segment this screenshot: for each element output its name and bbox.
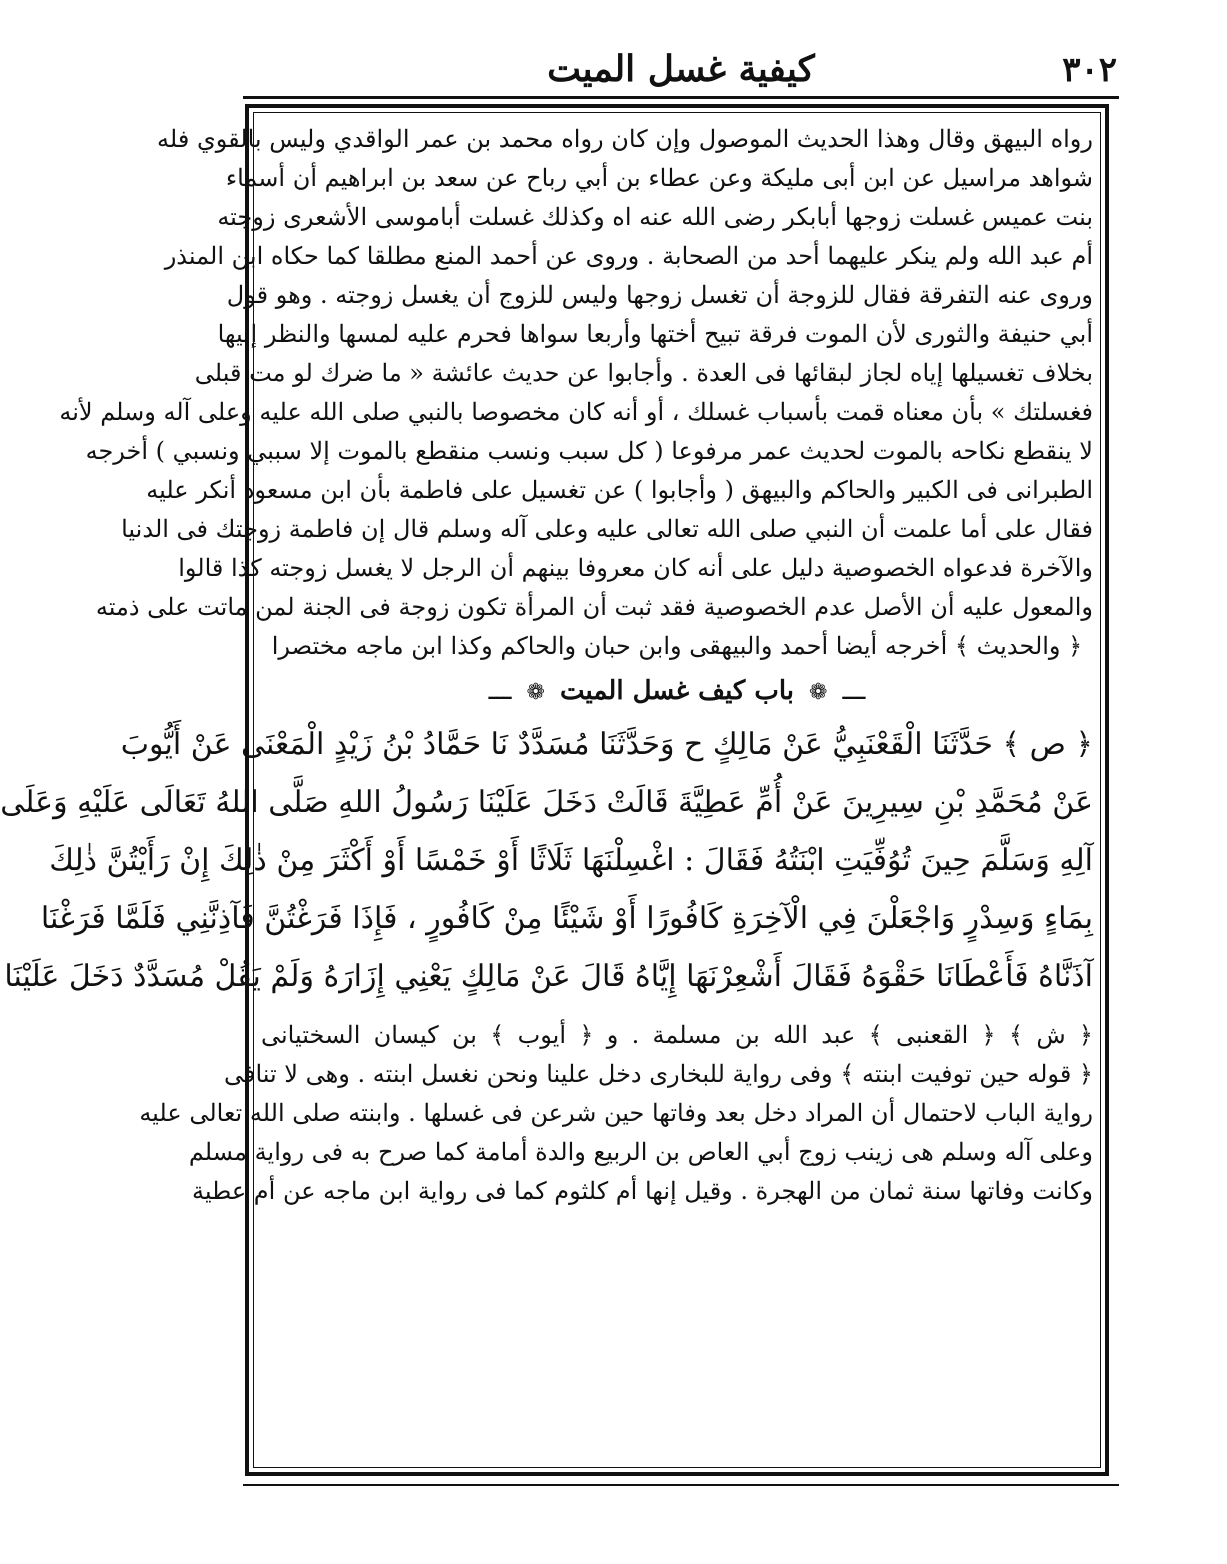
hadith-text bbox=[0, 716, 1093, 1006]
text-line: رواه البيهق وقال وهذا الحديث الموصول وإن كان رواه محمد بن عمر الواقدي وليس بالقوي فله bbox=[157, 125, 1093, 153]
chapter-heading bbox=[261, 666, 1093, 716]
hadith-line: آذَنَّاهُ فَأَعْطَانَا حَقْوَهُ فَقَالَ أَشْعِرْنَهَا إِيَّاهُ قَالَ عَنْ مَالِكٍ يَعْنِي إِزَارَهُ وَلَمْ يَقُلْ مُسَدَّدٌ دَخَلَ عَلَيْنَا bbox=[4, 959, 1093, 994]
text-line: فغسلتك » بأن معناه قمت بأسباب غسلك ، أو أنه كان مخصوصا بالنبي صلى الله عليه وعلى آله وسلم لأنه bbox=[59, 398, 1093, 426]
text-line: ﴿ ش ﴾ ﴿ القعنبى ﴾ عبد الله بن مسلمة . و ﴿ أيوب ﴾ بن كيسان السختيانى bbox=[261, 1021, 1093, 1049]
footer-rule bbox=[243, 1484, 1119, 1486]
text-line: بنت عميس غسلت زوجها أبابكر رضى الله عنه اه وكذلك غسلت أباموسى الأشعرى زوجته bbox=[217, 203, 1093, 231]
text-line: رواية الباب لاحتمال أن المراد دخل بعد وفاتها حين شرعن فى غسلها . وابنته صلى الله تعالى عليه bbox=[139, 1099, 1093, 1127]
text-line: أبي حنيفة والثورى لأن الموت فرقة تبيح أختها وأربعا سواها فحرم عليه لمسها والنظر إليها bbox=[217, 320, 1093, 348]
running-title: كيفية غسل الميت bbox=[547, 48, 815, 90]
ornament-icon: ❁ bbox=[526, 680, 545, 705]
commentary-bottom bbox=[139, 1016, 1093, 1211]
text-line: وعلى آله وسلم هى زينب زوج أبي العاص بن الربيع والدة أمامة كما صرح به فى رواية مسلم bbox=[188, 1138, 1093, 1166]
text-line: والآخرة فدعواه الخصوصية دليل على أنه كان معروفا بينهم أن الرجل لا يغسل زوجته كذا قالوا bbox=[178, 554, 1093, 582]
hadith-line: آلِهِ وَسَلَّمَ حِينَ تُوُفِّيَتِ ابْنَتُهُ فَقَالَ : اغْسِلْنَهَا ثَلَاثًا أَوْ خَمْسًا أَوْ أَكْثَرَ مِنْ ذٰلِكَ إِنْ رَأَيْتُنَّ ذٰلِكَ bbox=[49, 843, 1093, 878]
hadith-line: بِمَاءٍ وَسِدْرٍ وَاجْعَلْنَ فِي الْآخِرَةِ كَافُورًا أَوْ شَيْئًا مِنْ كَافُورٍ ، فَإِذَا فَرَغْتُنَّ فَآذِنَّنِي فَلَمَّا فَرَغْنَا bbox=[40, 901, 1093, 936]
hadith-line: عَنْ مُحَمَّدِ بْنِ سِيرِينَ عَنْ أُمِّ عَطِيَّةَ قَالَتْ دَخَلَ عَلَيْنَا رَسُولُ اللهِ صَلَّى اللهُ تَعَالَى عَلَيْهِ وَعَلَى bbox=[0, 785, 1093, 820]
text-line: والمعول عليه أن الأصل عدم الخصوصية فقد ثبت أن المرأة تكون زوجة فى الجنة لمن ماتت على ذمته bbox=[95, 593, 1093, 621]
text-line: ﴿ والحديث ﴾ أخرجه أيضا أحمد والبيهقى وابن حبان والحاكم وكذا ابن ماجه مختصرا bbox=[271, 632, 1083, 660]
text-line: وكانت وفاتها سنة ثمان من الهجرة . وقيل إنها أم كلثوم كما فى رواية ابن ماجه عن أم عطية bbox=[192, 1177, 1093, 1205]
text-line: فقال على أما علمت أن النبي صلى الله تعالى عليه وعلى آله وسلم قال إن فاطمة زوجتك فى الدنيا bbox=[121, 515, 1093, 543]
heading-dash: ـــ bbox=[842, 676, 866, 706]
spacer bbox=[261, 1006, 1093, 1016]
page-content bbox=[0, 120, 1093, 1462]
text-line: ﴿ قوله حين توفيت ابنته ﴾ وفى رواية للبخارى دخل علينا ونحن نغسل ابنته . وهى لا تنافى bbox=[223, 1060, 1093, 1088]
commentary-top bbox=[59, 120, 1093, 666]
header-rule bbox=[243, 96, 1119, 99]
text-line: شواهد مراسيل عن ابن أبى مليكة وعن عطاء بن أبي رباح عن سعد بن ابراهيم أن أسماء bbox=[225, 164, 1093, 192]
page-number: ٣٠٢ bbox=[1062, 50, 1117, 90]
ornament-icon: ❁ bbox=[809, 680, 828, 705]
chapter-title: باب كيف غسل الميت bbox=[560, 676, 794, 706]
text-line: أم عبد الله ولم ينكر عليهما أحد من الصحابة . وروى عن أحمد المنع مطلقا كما حكاه ابن المنذر bbox=[164, 242, 1093, 270]
heading-dash: ـــ bbox=[488, 676, 512, 706]
text-line: وروى عنه التفرقة فقال للزوجة أن تغسل زوجها وليس للزوج أن يغسل زوجته . وهو قول bbox=[226, 281, 1093, 309]
page-header bbox=[245, 44, 1117, 100]
text-line: لا ينقطع نكاحه بالموت لحديث عمر مرفوعا ( كل سبب ونسب منقطع بالموت إلا سببي ونسبي ) أخرجه bbox=[85, 437, 1093, 465]
text-line: الطبرانى فى الكبير والحاكم والبيهق ( وأجابوا ) عن تغسيل على فاطمة بأن ابن مسعود أنكر عليه bbox=[146, 476, 1093, 504]
hadith-line: ﴿ ص ﴾ حَدَّثَنَا الْقَعْنَبِيُّ عَنْ مَالِكٍ ح وَحَدَّثَنَا مُسَدَّدٌ نَا حَمَّادُ بْنُ زَيْدٍ الْمَعْنَى عَنْ أَيُّوبَ bbox=[120, 727, 1093, 762]
text-line: بخلاف تغسيلها إياه لجاز لبقائها فى العدة . وأجابوا عن حديث عائشة « ما ضرك لو مت قبلى bbox=[194, 359, 1093, 387]
